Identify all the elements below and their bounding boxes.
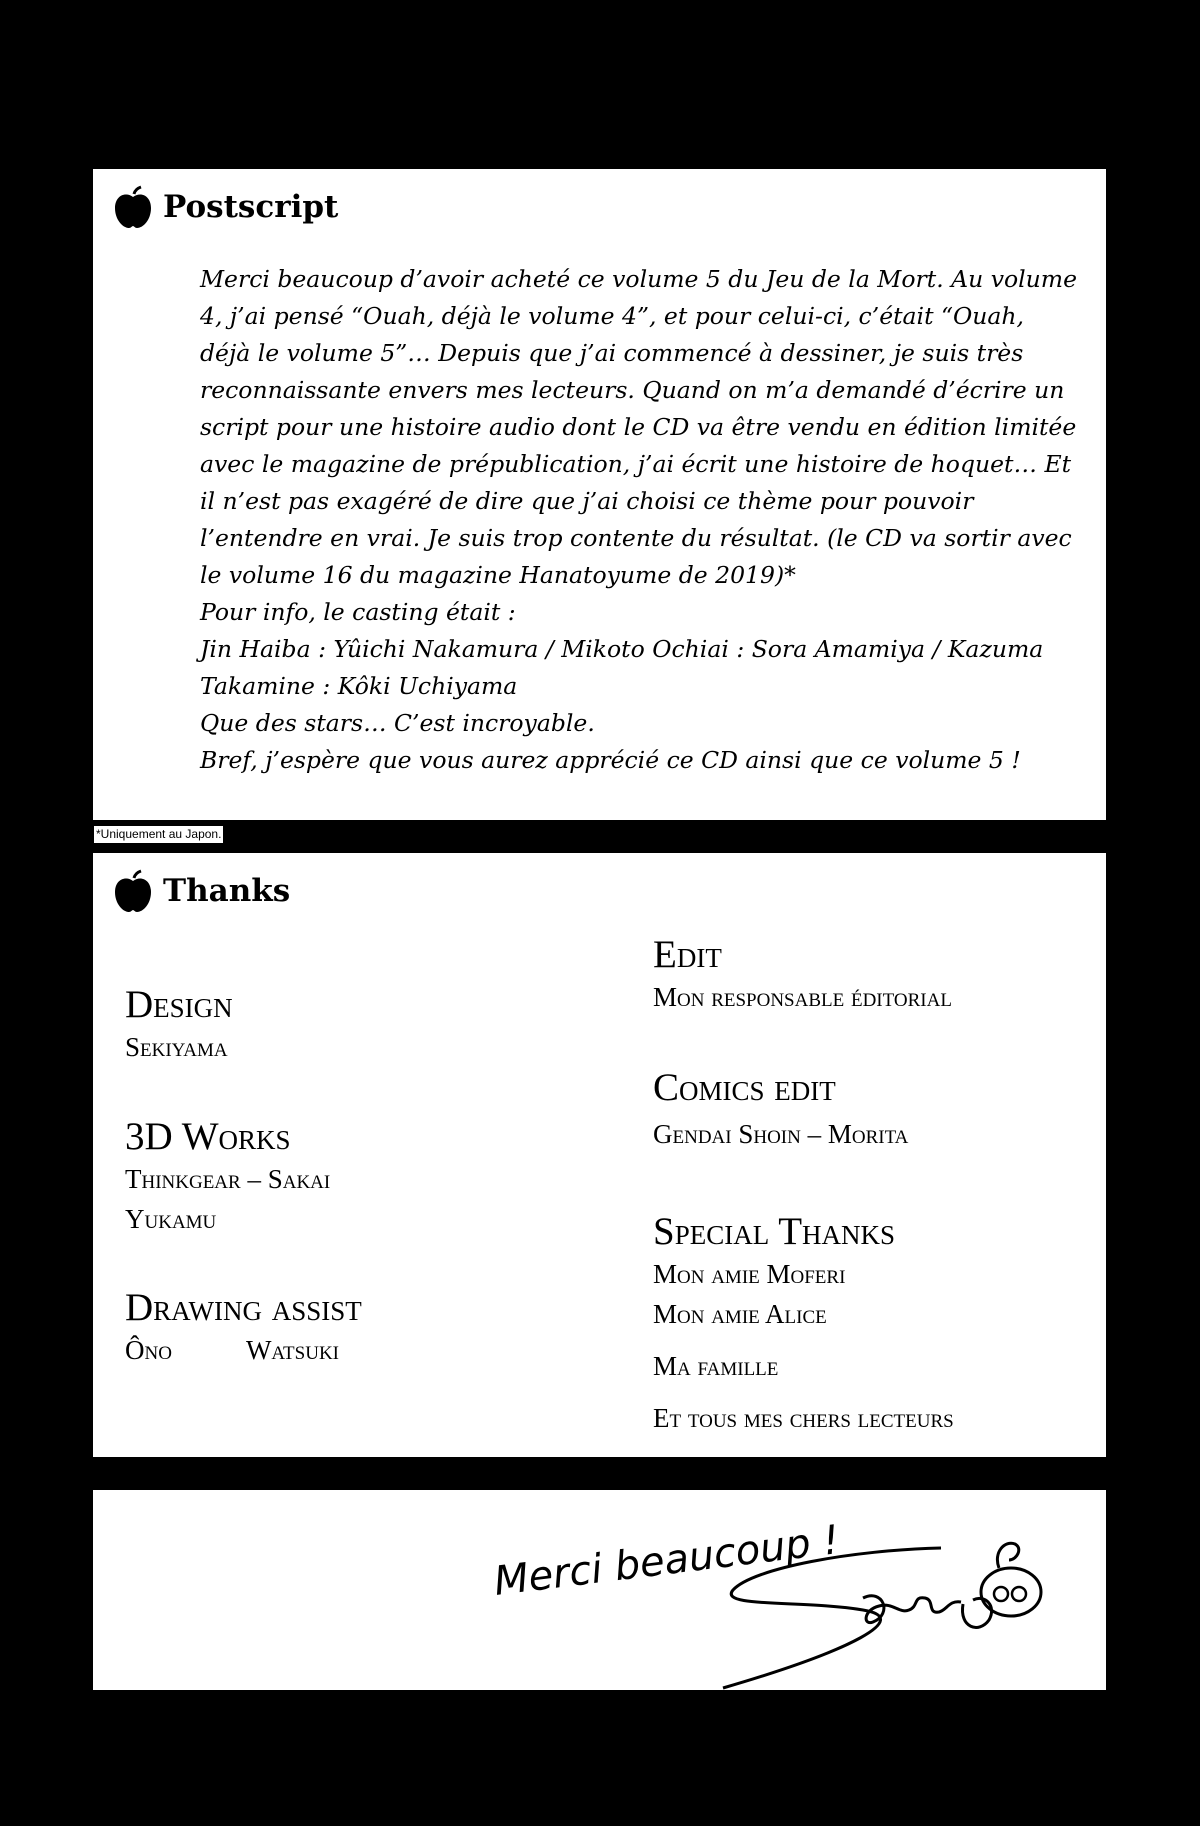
apple-icon: [113, 185, 153, 229]
assist-names: [125, 1330, 362, 1370]
postscript-header: [113, 185, 338, 229]
postscript-body: [200, 261, 1080, 779]
thanks-header: [113, 869, 290, 913]
credit-name: Mon amie Alice: [653, 1299, 827, 1329]
credit-name: Et tous mes chers lecteurs: [653, 1403, 954, 1433]
credit-name: Gendai Shoin – Morita: [653, 1119, 909, 1149]
thanks-title: Thanks: [163, 873, 291, 909]
apple-icon: [113, 869, 153, 913]
postscript-panel: [93, 169, 1106, 820]
signature-panel: [93, 1490, 1106, 1690]
credit-comics-edit: [653, 1066, 908, 1154]
credit-heading: Edit: [653, 933, 722, 976]
credit-name: Thinkgear – Sakai: [125, 1164, 331, 1194]
postscript-paragraph: Merci beaucoup d’avoir acheté ce volume 5 du Jeu de la Mort. Au volume 4, j’ai pensé “Ouah, déjà le volume 4”, et pour celui-ci, c’était “Ouah, déjà le volume 5”… Depuis que j’ai commencé à dessiner, je suis très reconnaissante envers mes lecteurs. Quand on m’a demandé d’écrire un script pour une histoire audio dont le CD va être vendu en édition limitée avec le magazine de prépublication, j’ai écrit une histoire de hoquet… Et il n’est pas exagéré de dire que j’ai choisi ce thème pour pouvoir l’entendre en vrai. Je suis trop contente du résultat. (le CD va sortir avec le volume 16 du magazine Hanatoyume de 2019)*: [200, 265, 1077, 589]
credit-name: Ma famille: [653, 1351, 779, 1381]
credit-heading: Design: [125, 983, 233, 1026]
thanks-panel: [93, 853, 1106, 1457]
postscript-paragraph: Pour info, le casting était :: [200, 598, 516, 626]
credit-name: Ôno: [125, 1335, 172, 1365]
credit-name: Watsuki: [245, 1335, 339, 1365]
credit-special-thanks: [653, 1210, 954, 1438]
credit-heading: 3D Works: [125, 1115, 291, 1158]
postscript-paragraph: Que des stars… C’est incroyable.: [200, 709, 595, 737]
postscript-paragraph: Bref, j’espère que vous aurez apprécié ce CD ainsi que ce volume 5 !: [200, 746, 1021, 774]
postscript-paragraph: Jin Haiba : Yûichi Nakamura / Mikoto Ochiai : Sora Amamiya / Kazuma Takamine : Kôki Uchiyama: [200, 635, 1044, 700]
footnote: *Uniquement au Japon.: [96, 827, 222, 841]
credit-heading: Comics edit: [653, 1066, 836, 1109]
credit-design: [125, 983, 233, 1067]
credit-name: Mon amie Moferi: [653, 1259, 846, 1289]
credit-edit: [653, 933, 952, 1017]
credit-drawing-assist: [125, 1286, 362, 1370]
credit-name: Yukamu: [125, 1204, 217, 1234]
credit-name: Sekiyama: [125, 1032, 228, 1062]
credit-heading: Drawing assist: [125, 1286, 362, 1329]
postscript-title: Postscript: [163, 189, 339, 225]
credit-3d-works: [125, 1115, 330, 1239]
signature-message: Merci beaucoup !: [491, 1517, 842, 1605]
credit-name: Mon responsable éditorial: [653, 982, 952, 1012]
credit-heading: Special Thanks: [653, 1210, 896, 1253]
signature-scribble-icon: [713, 1530, 1103, 1690]
